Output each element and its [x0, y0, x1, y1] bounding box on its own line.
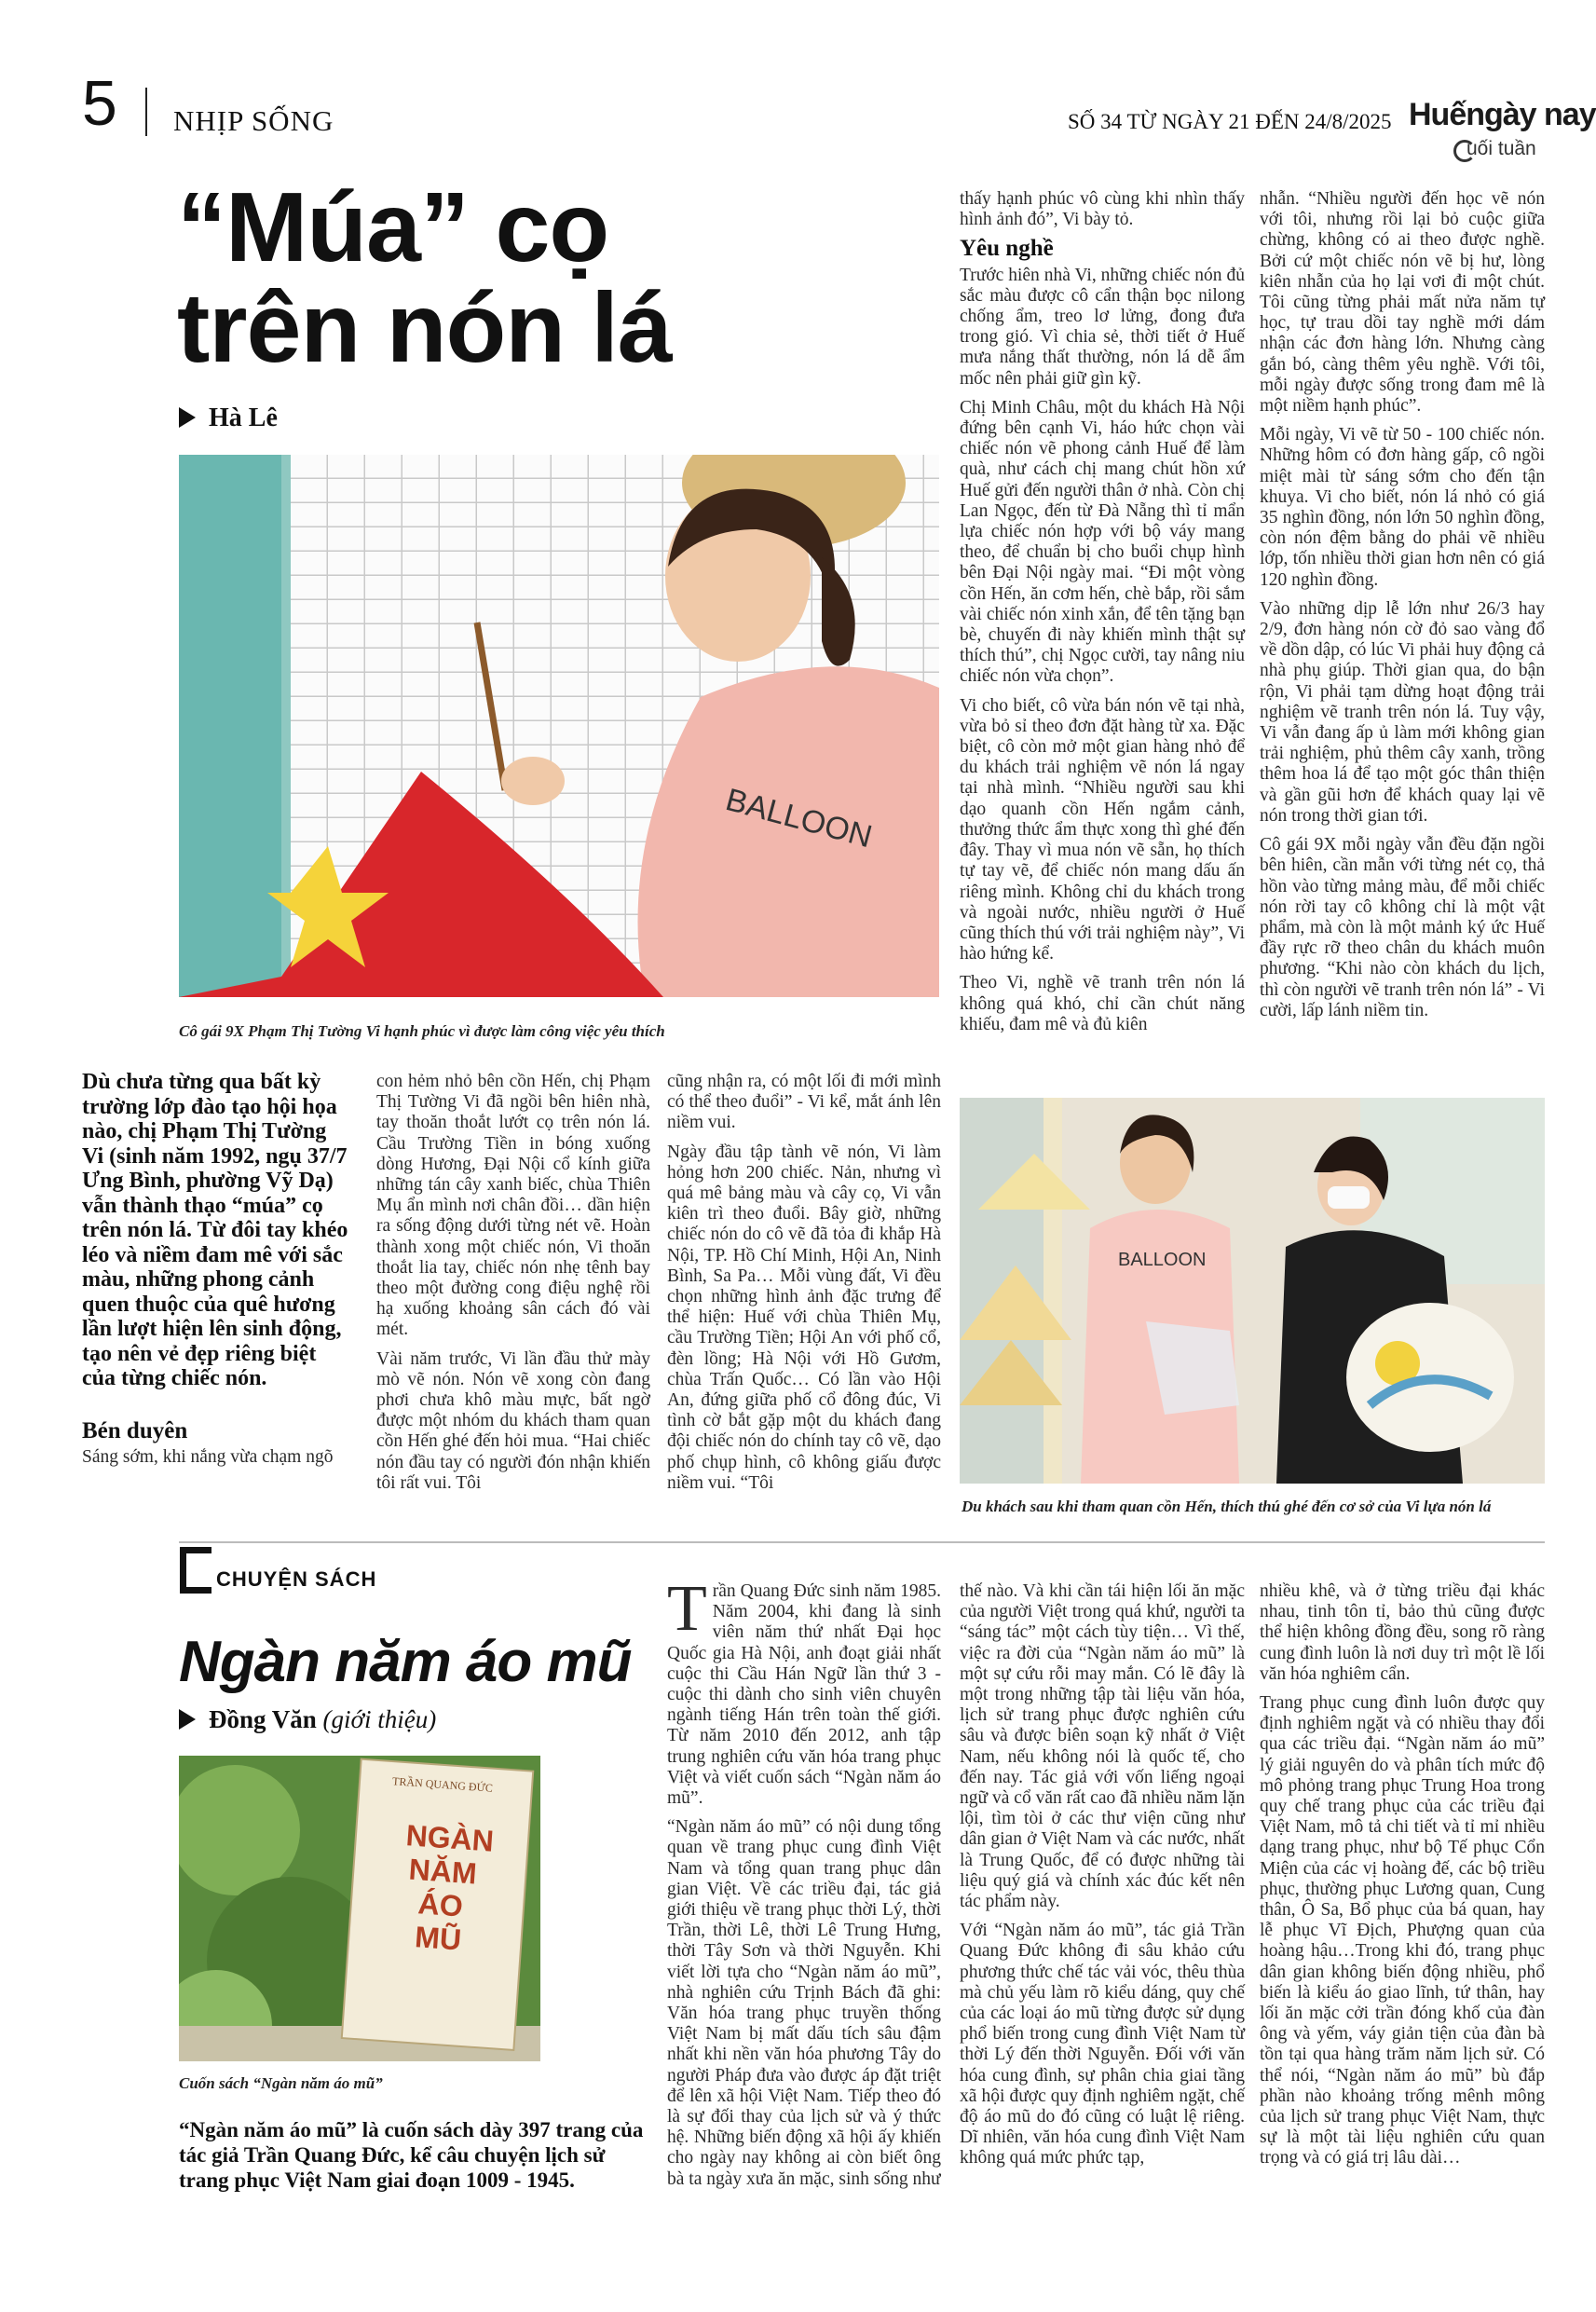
book-photo	[179, 1756, 540, 2061]
subhead-ben-duyen: Bén duyên	[82, 1417, 188, 1443]
book-column-2	[960, 1581, 1245, 2178]
painting-photo-illustration	[179, 455, 939, 997]
book-photo-illustration	[179, 1756, 540, 2061]
paragraph: Vi cho biết, cô vừa bán nón vẽ tại nhà, vừa bỏ sỉ theo đơn đặt hàng từ xa. Đặc biệt, cô còn mở một gian hàng nhỏ để du khách trải nghiệm vẽ nón lá ngay tại nhà mình. “Nhiều người sau khi dạo quanh cồn Hến ngắm cảnh, thưởng thức ẩm thực xong thì ghé đến đây. Thay vì mua nón vẽ sẵn, họ thích tự tay vẽ, để chiếc nón mang dấu ấn riêng mình. Không chỉ du khách trong và ngoài nước, nhiều người ở Huế cũng thích thú với trải nghiệm này”, Vi hào hứng kể.	[960, 695, 1245, 964]
paragraph	[667, 1573, 941, 1809]
book-byline	[179, 1705, 436, 1734]
article-title-line1: “Múa” cọ	[177, 172, 609, 282]
paragraph: Mỗi ngày, Vi vẽ từ 50 - 100 chiếc nón. Những hôm có đơn hàng gấp, cô ngồi miệt mài từ sáng sớm cho đến tận khuya. Vi cho biết, nón lá nhỏ có giá 35 nghìn đồng, nón lớn 50 nghìn đồng, còn nón đệm bằng do phải vẽ nhiều lớp, tốn nhiều thời gian hơn nên có giá 120 nghìn đồng.	[1260, 425, 1545, 590]
paragraph: Vài năm trước, Vi lần đầu thử mày mò vẽ nón. Nón vẽ xong còn đang phơi chưa khô màu mực, bất ngờ được một nhóm du khách tham quan cồn Hến ghé đến hỏi mua. “Hai chiếc nón đầu tay có người đón nhận khiến tôi rất vui. Tôi	[376, 1348, 650, 1493]
svg-text:BALLOON: BALLOON	[1118, 1250, 1207, 1270]
paragraph: Trước hiên nhà Vi, những chiếc nón đủ sắc màu được cô cẩn thận bọc nilong chống ẩm, treo lơ lửng, đong đưa trong gió. Vì chia sẻ, thời tiết ở Huế mưa nắng thất thường, nón lá dễ ẩm mốc nên phải giữ gìn kỹ.	[960, 265, 1245, 389]
paragraph: “Ngàn năm áo mũ” có nội dung tổng quan về trang phục cung đình Việt Nam và tổng quan trang phục dân gian Việt. Về các triều đại, tác giả giới thiệu về trang phục thời Lý, thời Trần, thời Lê, thời Lê Trung Hưng, thời Tây Sơn và thời Nguyễn. Khi viết lời tựa cho “Ngàn năm áo mũ”, nhà nghiên cứu Trịnh Bách đã ghi: Văn hóa trang phục truyền thống Việt Nam bị mất dấu tích sâu đậm nhất khi nền văn hóa phương Tây do người Pháp đưa vào được áp đặt triệt để lên xã hội Việt Nam. Tiếp theo đó là sự đối thay của lịch sử và ý thức hệ. Những biến động xã hội ấy khiến cho ngày nay không ai còn biết ông bà ta ngày xưa ăn mặc, sinh sống như	[667, 1817, 941, 2189]
section-bracket-icon	[180, 1547, 211, 1594]
paragraph: Với “Ngàn năm áo mũ”, tác giả Trần Quang Đức không đi sâu khảo cứu phương thức chế tác vải vóc, thêu thùa mà chủ yếu làm rõ kiểu dáng, quy chế của các loại áo mũ từng được sử dụng phổ biến trong cung đình Việt Nam từ thời Lý đến thời Nguyễn. Đối với văn hóa cung đình, sự phân chia giai tầng xã hội được quy định nghiêm ngặt, chế độ áo mũ do đó cũng có luật lệ riêng. Dĩ nhiên, văn hóa cung đình Việt Nam không quá mức phức tạp,	[960, 1921, 1245, 2168]
book-section-label: CHUYỆN SÁCH	[216, 1567, 377, 1591]
book-lead: “Ngàn năm áo mũ” là cuốn sách dày 397 trang của tác giả Trần Quang Đức, kể câu chuyện lịch sử trang phục Việt Nam giai đoạn 1009 - 1945.	[179, 2118, 644, 2192]
article-byline	[179, 404, 278, 433]
photo-main-caption: Cô gái 9X Phạm Thị Tường Vi hạnh phúc vì được làm công việc yêu thích	[179, 1022, 665, 1040]
book-photo-caption: Cuốn sách “Ngàn năm áo mũ”	[179, 2074, 383, 2092]
article-column-1	[82, 1070, 352, 1476]
paragraph: Vào những dịp lễ lớn như 26/3 hay 2/9, đơn hàng nón cờ đỏ sao vàng đổ về dồn dập, có lúc Vi phải huy động cả nhà phụ giúp. Thời gian qua, do bận rộn, Vi phải tạm dừng hoạt động trải nghiệm vẽ tranh trên nón lá. Tuy vậy, Vi vẫn đang ấp ủ làm mới không gian trải nghiệm, phủ thêm cây xanh, trồng thêm hoa lá để tạo một góc thân thiện và gần gũi hơn để khách quay lại vẽ nón trong thời gian tới.	[1260, 598, 1545, 826]
paragraph: Chị Minh Châu, một du khách Hà Nội đứng bên cạnh Vi, háo hức chọn vài chiếc nón vẽ phong cảnh Huế để làm quà, như cách chị mang chút hồn xứ Huế gửi đến người thân ở nhà. Còn chị Lan Ngọc, đến từ Đà Nẵng thì tỉ mẩn lựa chiếc nón hợp với bộ váy mang theo, để chuẩn bị cho buổi chụp hình bên Đại Nội ngày mai. “Đi một vòng cồn Hến, ăn cơm hến, chè bắp, rồi sắm vài chiếc nón xinh xắn, để tên tặng bạn bè, chuyến đi này khiến mình thật sự thích thú”, chị Ngọc cười, tay nâng niu chiếc nón vừa chọn”.	[960, 397, 1245, 687]
book-cover-author: TRẦN QUANG ĐỨC	[391, 1774, 494, 1795]
paragraph: thấy hạnh phúc vô cùng khi nhìn thấy hình ảnh đó”, Vi bày tỏ.	[960, 189, 1245, 230]
section-divider	[179, 1541, 1545, 1543]
book-cover-title: NGÀN NĂM ÁO MŨ	[404, 1818, 496, 1957]
paragraph: Theo Vi, nghề vẽ tranh trên nón lá không quá khó, chỉ cần chút năng khiếu, đam mê và đủ kiên	[960, 973, 1245, 1034]
article-title-line2: trên nón lá	[177, 273, 672, 383]
dropcap: T	[667, 1573, 707, 1645]
svg-text:BALLOON: BALLOON	[721, 782, 876, 855]
article-column-4	[960, 189, 1245, 1044]
brand-logo: Huếngày nay	[1409, 97, 1596, 132]
paragraph: cũng nhận ra, có một lối đi mới mình có thể theo đuổi” - Vi kể, mắt ánh lên niềm vui.	[667, 1072, 941, 1133]
article-column-3	[667, 1072, 941, 1502]
paragraph: Sáng sớm, khi nắng vừa chạm ngõ	[82, 1446, 334, 1467]
issue-info: SỐ 34 TỪ NGÀY 21 ĐẾN 24/8/2025	[1068, 110, 1392, 133]
book-article-title: Ngàn năm áo mũ	[179, 1630, 632, 1694]
paragraph-text: rần Quang Đức sinh năm 1985. Năm 2004, khi đang là sinh viên năm thứ nhất Đại học Quốc gia Hà Nội, anh đoạt giải nhất cuộc thi Cầu Hán Ngữ lần thứ 3 - cuộc thi dành cho sinh viên chuyên ngành tiếng Hán trên toàn thế giới. Từ năm 2010 đến 2012, anh tập trung nghiên cứu văn hóa trang phục Việt và viết cuốn sách “Ngàn năm áo mũ”.	[667, 1581, 941, 1809]
byline-triangle-icon	[179, 407, 196, 428]
photo-tourists-caption: Du khách sau khi tham quan cồn Hến, thích thú ghé đến cơ sở của Vi lựa nón lá	[962, 1498, 1492, 1515]
article-photo-tourists	[960, 1098, 1545, 1484]
paragraph: Ngày đầu tập tành vẽ nón, Vi làm hỏng hơn 200 chiếc. Nản, nhưng vì quá mê bảng màu và cây cọ, Vi vẫn kiên trì theo đuổi. Bây giờ, những chiếc nón do cô vẽ đã tỏa đi khắp Hà Nội, TP. Hồ Chí Minh, Hội An, Ninh Bình, Sa Pa… Mỗi vùng đất, Vi đều chọn những hình ảnh đặc trưng để thể hiện: Huế với chùa Thiên Mụ, cầu Trường Tiền; Hội An với phố cổ, đèn lồng; Hà Nội với Hồ Gươm, chùa Trấn Quốc… Có lần vào Hội An, đứng giữa phố cổ đông đúc, Vi tình cờ bắt gặp một du khách đang đội chiếc nón do chính tay cô vẽ, dạo phố chụp hình, cô không giấu được niềm vui. “Tôi	[667, 1142, 941, 1493]
page-number: 5	[82, 68, 117, 139]
paragraph: Cô gái 9X mỗi ngày vẫn đều đặn ngồi bên hiên, cần mẫn với từng nét cọ, thả hồn vào từng mảng màu, để mỗi chiếc nón rời tay cô không chỉ là một vật phẩm, mà còn là một mảnh ký ức Huế đầy rực rỡ theo chân du khách muôn phương. “Khi nào còn khách du lịch, thì còn người vẽ tranh trên nón lá” - Vi cười, lấp lánh niềm tin.	[1260, 835, 1545, 1020]
byline-triangle-icon	[179, 1709, 196, 1730]
article-photo-main	[179, 455, 939, 997]
book-author: Đồng Văn	[209, 1705, 317, 1733]
header-divider	[145, 88, 147, 136]
book-column-1	[667, 1573, 941, 2198]
paragraph: nhiều khê, và ở từng triều đại khác nhau, tinh tôn tỉ, bảo thủ cũng được thể hiện không đồng đều, song rõ ràng cung đình luôn là nơi duy trì một lề lối văn hóa nghiêm cẩn.	[1260, 1581, 1545, 1684]
article-lead: Dù chưa từng qua bất kỳ trường lớp đào tạo hội họa nào, chị Phạm Thị Tường Vi (sinh năm 1992, ngụ 37/7 Ưng Bình, phường Vỹ Dạ) vẫn thành thạo “múa” cọ trên nón lá. Từ đôi tay khéo léo và niềm đam mê với sắc màu, những phong cảnh quen thuộc của quê hương lần lượt hiện lên sinh động, tạo nên vẻ đẹp riêng biệt của từng chiếc nón.	[82, 1070, 348, 1390]
paragraph: thế nào. Và khi cần tái hiện lối ăn mặc của người Việt trong quá khứ, người ta “sáng tác” một cách tùy tiện… Vì thế, việc ra đời của “Ngàn năm áo mũ” là một sự cứu rỗi may mắn. Có lẽ đây là một trong những tập tài liệu văn hóa, lịch sử trang phục được nghiên cứu sâu và được biên soạn kỹ nhất ở Việt Nam, nếu không nói là quốc tế, cho đến nay. Tác giả với vốn liếng ngoại ngữ và cổ văn rất cao đã nhiều năm lặn lội, tìm tòi ở các thư viện cũng như dân gian ở Việt Nam và các nước, nhất là Trung Quốc, để có được những tài liệu quý giá và chính xác đúc kết nên tác phẩm này.	[960, 1581, 1245, 1912]
book-author-note: (giới thiệu)	[322, 1705, 437, 1733]
article-title	[177, 172, 672, 383]
tourists-photo-illustration	[960, 1098, 1545, 1484]
paragraph: con hẻm nhỏ bên cồn Hến, chị Phạm Thị Tường Vi đã ngồi bên hiên nhà, tay thoăn thoắt lướt cọ trên nón lá. Cầu Trường Tiền in bóng xuống dòng Hương, Đại Nội cổ kính giữa những tán cây xanh biếc, chùa Thiên Mụ ẩn mình nơi chân đồi… dần hiện ra sống động dưới từng nét vẽ. Hoàn thành xong một chiếc nón, Vi thoăn thoắt lia tay, chiếc nón nhẹ tênh bay theo một đường cong điệu nghệ rồi hạ xuống khoảng sân cách đó vài mét.	[376, 1072, 650, 1340]
book-column-3	[1260, 1581, 1545, 2178]
paragraph: Trang phục cung đình luôn được quy định nghiêm ngặt và có nhiều thay đổi qua các triều đại. “Ngàn năm áo mũ” lý giải nguyên do và phân tích mức độ mô phỏng trang phục Trung Hoa trong quy chế trang phục của các triều đại Việt Nam, mô tả chi tiết và tỉ mỉ nhiều dạng trang phục, như bộ Tế phục Cổn Miện của các vị hoàng đế, các bộ triều phục, thường phục Lương quan, Cung thân, Ô Sa, Bổ phục của bá quan, hay lễ phục Vĩ Địch, Phượng quan của hoàng hậu…Trong khi đó, trang phục dân gian không biến động nhiều, phổ biến là kiểu áo giao lĩnh, tứ thân, hay lối ăn mặc cởi trần đóng khố của đàn ông và yếm, váy giản tiện của đàn bà tồn tại qua hàng trăm năm lịch sử. Có thể nói, “Ngàn năm áo mũ” bù đắp phần nào khoảng trống mênh mông của lịch sử trang phục Việt Nam, thực sự là một tài liệu nghiên cứu quan trọng và có giá trị lâu dài…	[1260, 1693, 1545, 2168]
paragraph: nhẫn. “Nhiều người đến học vẽ nón với tôi, nhưng rồi lại bỏ cuộc giữa chừng, không có ai theo được nghề. Bởi cứ một chiếc nón vẽ bị hư, lòng kiên nhẫn của họ lại vơi đi một chút. Tôi cũng từng phải mất nửa năm tự học, tự trau dồi tay nghề mới dám nhận các đơn hàng lớn. Nhưng càng gắn bó, càng thêm yêu nghề. Với tôi, mỗi ngày được sống trong đam mê là một niềm hạnh phúc”.	[1260, 189, 1545, 417]
brand-subtitle: uối tuần	[1466, 138, 1536, 159]
article-column-5	[1260, 189, 1545, 1030]
article-author: Hà Lê	[209, 404, 278, 432]
subhead-yeu-nghe: Yêu nghề	[960, 236, 1054, 262]
section-name: NHỊP SỐNG	[173, 104, 334, 137]
article-column-2	[376, 1072, 650, 1502]
